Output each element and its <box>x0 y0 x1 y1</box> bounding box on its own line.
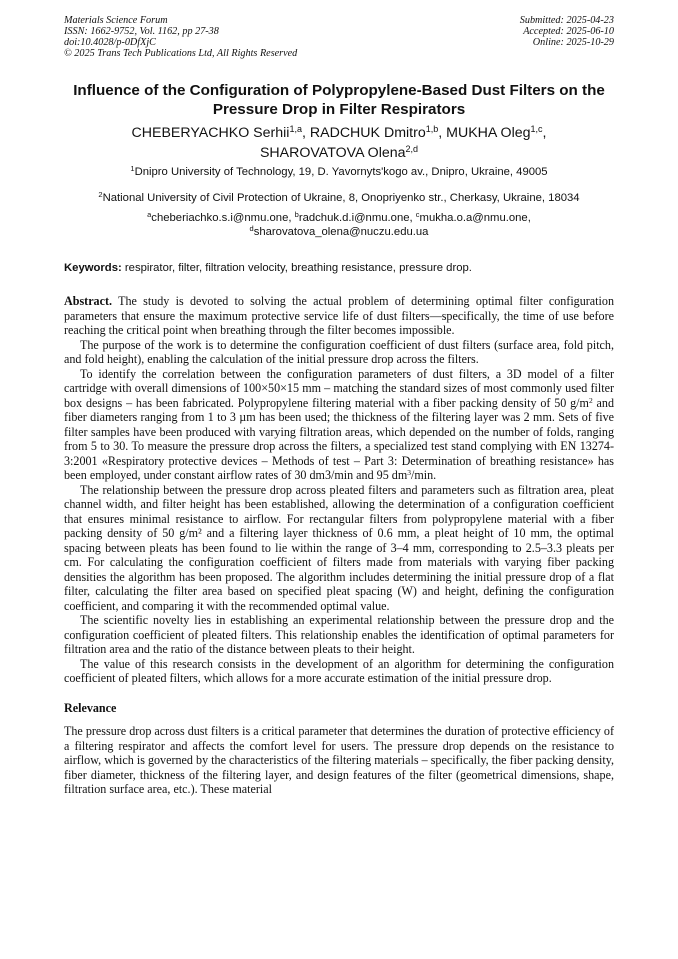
abstract-paragraph: The scientific novelty lies in establishing an experimental relationship between the pressure drop and the configuration coefficient of pleated filters. This relationship enables the identification of optimal parameters for filtration area and the ratio of the distance between pleats to their height. <box>64 613 614 656</box>
email-mark: c <box>415 210 420 219</box>
email-link[interactable]: mukha.o.a@nmu.one, <box>419 212 531 224</box>
accepted-date: Accepted: 2025-06-10 <box>523 26 614 37</box>
section-heading-relevance: Relevance <box>64 700 117 715</box>
affiliation-text: Dnipro University of Technology, 19, D. Yavornyts'kogo av., Dnipro, Ukraine, 49005 <box>134 166 548 178</box>
abstract-paragraph: The relationship between the pressure drop across pleated filters and parameters such as filtration area, pleat channel width, and filter height has been established, allowing the determination of a configuration coefficient that ensures minimal resistance to airflow. For rectangular filters from polypropylene material with a fiber packing density of 50 g/m² and a filtering layer thickness of 0.6 mm, a pleat height of 10 mm, the optimal spacing between pleats has been found to lie within the range of 3–4 mm, corresponding to 2.5–3.3 pleats per cm. For calculating the configuration coefficient of filters made from materials with varying fiber packing densities the algorithm has been proposed. The algorithm includes determining the initial pressure drop of a flat filter, calculating the filter area based on specified pleat spacing (W) and height, defining the configuration coefficient, and comparing it with the recommended optimal value. <box>64 482 614 613</box>
abstract-label: Abstract. <box>64 294 113 308</box>
relevance-paragraph: The pressure drop across dust filters is a critical parameter that determines the duration of protective efficiency of a filtering respirator and affects the comfort level for users. The pressure drop depends on the resistance to airflow, which is governed by the characteristics of the filtering materials – specifically, the fiber packing density, fiber diameter, thickness of the filtering layer, and design features of the filter (geometrical dimensions, shape, filtration surface area, etc.). These material <box>64 724 614 796</box>
author-name: SHAROVATOVA Olena <box>259 145 406 161</box>
author-name: MUKHA Oleg <box>446 125 531 141</box>
keywords-label: Keywords: <box>64 262 122 274</box>
online-date: Online: 2025-10-29 <box>532 37 614 48</box>
publication-dates <box>520 15 614 48</box>
author-affiliation-mark: 1,a <box>289 124 302 134</box>
email-link[interactable]: radchuk.d.i@nmu.one, <box>298 212 416 224</box>
paper-title: Influence of the Configuration of Polypropylene-Based Dust Filters on the Pressure Drop in Filter Respirators <box>73 82 605 118</box>
affiliation-2 <box>40 191 638 205</box>
abstract-paragraph: Abstract. The study is devoted to solving the actual problem of determining optimal filter configuration parameters that ensure the maximum protective service life of dust filters—specifically, the time of use before reaching the critical point when breathing through the filter becomes impossible. <box>64 294 614 337</box>
email-link[interactable]: sharovatova_olena@nuczu.edu.ua <box>253 226 429 238</box>
author-affiliation-mark: 1,b <box>425 124 439 134</box>
affiliation-mark: 1 <box>130 164 135 173</box>
abstract-paragraph: The value of this research consists in the development of an algorithm for determining the configuration coefficient of pleated filters, which allows for a more accurate estimation of the initial pressure drop. <box>64 656 614 685</box>
email-mark: b <box>294 210 299 219</box>
journal-name: Materials Science Forum <box>64 15 168 26</box>
issn-volume: ISSN: 1662-9752, Vol. 1162, pp 27-38 <box>64 26 219 37</box>
paper-body <box>64 294 614 797</box>
author-list: CHEBERYACHKO Serhii$^{1,a}$, RADCHUK Dmitro$^{1,b}$, MUKHA Oleg$^{1,c}$, SHAROVATOVA Olena$^{2,d}$ <box>131 124 547 161</box>
author-affiliation-mark: 2,d <box>405 144 419 154</box>
publication-info <box>64 15 297 59</box>
author-affiliation-mark: 1,c <box>530 124 543 134</box>
author-name: CHEBERYACHKO Serhii <box>131 125 290 141</box>
affiliation-text: National University of Civil Protection of Ukraine, 8, Onopriyenko str., Cherkasy, Ukraine, 18034 <box>102 192 580 204</box>
email-link[interactable]: cheberiachko.s.i@nmu.one, <box>151 212 295 224</box>
affiliation-1 <box>40 165 638 179</box>
doi[interactable]: doi:10.4028/p-0DfXjC <box>64 37 156 48</box>
copyright: © 2025 Trans Tech Publications Ltd, All Rights Reserved <box>64 48 298 59</box>
keywords <box>64 261 614 275</box>
email-mark: d <box>249 224 254 233</box>
abstract-paragraph: To identify the correlation between the configuration parameters of dust filters, a 3D model of a filter cartridge with overall dimensions of 100×50×15 mm – matching the standard sizes of most commonly used filter box designs – has been fabricated. Polypropylene filtering material with a fiber packing density of 50 $g/m^2$ and fiber diameters ranging from 1 to 3 µm has been used; the thickness of the filtering layer was 2 mm. Sets of five filter samples have been produced with varying filtration areas, which depended on the number of folds, ranging from 5 to 30. To measure the pressure drop across the filters, a specialized test stand complying with EN 13274-3:2001 «Respiratory protective devices – Methods of test – Part 3: Determination of breathing resistance» has been employed, under constant airflow rates of 30 dm3/min and 95 $dm^3/\min$. <box>64 366 614 482</box>
affiliation-mark: 2 <box>98 190 103 199</box>
author-emails <box>40 211 638 239</box>
submitted-date: Submitted: 2025-04-23 <box>519 15 614 26</box>
abstract-paragraph: The purpose of the work is to determine the configuration coefficient of dust filters (surface area, fold pitch, and fold height), enabling the calculation of the initial pressure drop across the filters. <box>64 337 614 366</box>
keywords-text: respirator, filter, filtration velocity, breathing resistance, pressure drop. <box>121 262 472 274</box>
email-mark: a <box>147 210 152 219</box>
author-name: RADCHUK Dmitro <box>309 125 426 141</box>
